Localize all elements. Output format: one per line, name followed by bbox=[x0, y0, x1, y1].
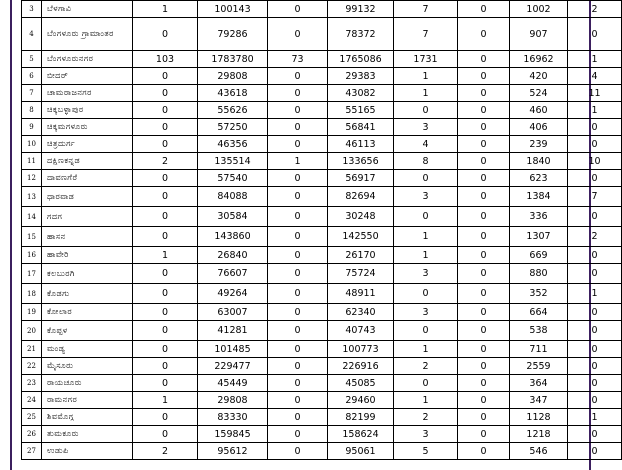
value-cell-c6: 0 bbox=[458, 392, 510, 409]
value-cell-c5: 3 bbox=[394, 264, 458, 284]
value-cell-c5: 2 bbox=[394, 409, 458, 426]
value-cell-c1: 0 bbox=[133, 264, 198, 284]
value-cell-c1: 0 bbox=[133, 358, 198, 375]
value-cell-c6: 0 bbox=[458, 443, 510, 460]
value-cell-c2: 41281 bbox=[198, 321, 268, 341]
value-cell-c8: 7 bbox=[568, 187, 622, 207]
value-cell-c7: 347 bbox=[510, 392, 568, 409]
serial-number-cell: 14 bbox=[22, 207, 42, 227]
serial-number-cell: 13 bbox=[22, 187, 42, 207]
value-cell-c3: 0 bbox=[268, 170, 328, 187]
value-cell-c6: 0 bbox=[458, 18, 510, 51]
value-cell-c3: 73 bbox=[268, 51, 328, 68]
value-cell-c2: 30584 bbox=[198, 207, 268, 227]
serial-number-cell: 5 bbox=[22, 51, 42, 68]
value-cell-c7: 1218 bbox=[510, 426, 568, 443]
value-cell-c2: 29808 bbox=[198, 392, 268, 409]
value-cell-c7: 538 bbox=[510, 321, 568, 341]
value-cell-c1: 0 bbox=[133, 18, 198, 51]
district-data-table bbox=[21, 0, 622, 460]
table-row bbox=[22, 264, 622, 284]
value-cell-c4: 1765086 bbox=[328, 51, 394, 68]
value-cell-c2: 100143 bbox=[198, 1, 268, 18]
table-row bbox=[22, 119, 622, 136]
value-cell-c6: 0 bbox=[458, 85, 510, 102]
value-cell-c6: 0 bbox=[458, 102, 510, 119]
value-cell-c7: 711 bbox=[510, 341, 568, 358]
value-cell-c1: 0 bbox=[133, 304, 198, 321]
value-cell-c7: 524 bbox=[510, 85, 568, 102]
district-name-cell: ಹಾವೇರಿ bbox=[42, 247, 133, 264]
value-cell-c2: 63007 bbox=[198, 304, 268, 321]
value-cell-c7: 352 bbox=[510, 284, 568, 304]
value-cell-c3: 0 bbox=[268, 247, 328, 264]
value-cell-c5: 8 bbox=[394, 153, 458, 170]
value-cell-c4: 82694 bbox=[328, 187, 394, 207]
value-cell-c7: 1384 bbox=[510, 187, 568, 207]
table-row bbox=[22, 227, 622, 247]
value-cell-c8: 11 bbox=[568, 85, 622, 102]
value-cell-c4: 48911 bbox=[328, 284, 394, 304]
value-cell-c2: 49264 bbox=[198, 284, 268, 304]
value-cell-c1: 0 bbox=[133, 207, 198, 227]
serial-number-cell: 19 bbox=[22, 304, 42, 321]
value-cell-c5: 2 bbox=[394, 358, 458, 375]
value-cell-c7: 406 bbox=[510, 119, 568, 136]
value-cell-c1: 1 bbox=[133, 247, 198, 264]
value-cell-c5: 1 bbox=[394, 85, 458, 102]
value-cell-c1: 0 bbox=[133, 187, 198, 207]
table-row bbox=[22, 247, 622, 264]
value-cell-c1: 2 bbox=[133, 153, 198, 170]
value-cell-c6: 0 bbox=[458, 375, 510, 392]
value-cell-c2: 76607 bbox=[198, 264, 268, 284]
value-cell-c4: 56841 bbox=[328, 119, 394, 136]
value-cell-c4: 46113 bbox=[328, 136, 394, 153]
value-cell-c8: 0 bbox=[568, 304, 622, 321]
value-cell-c2: 26840 bbox=[198, 247, 268, 264]
district-name-cell: ಉಡುಪಿ bbox=[42, 443, 133, 460]
value-cell-c5: 1 bbox=[394, 227, 458, 247]
value-cell-c5: 0 bbox=[394, 375, 458, 392]
district-name-cell: ಮಂಡ್ಯ bbox=[42, 341, 133, 358]
value-cell-c3: 0 bbox=[268, 341, 328, 358]
value-cell-c5: 1731 bbox=[394, 51, 458, 68]
district-name-cell: ದಕ್ಷಿಣಕನ್ನಡ bbox=[42, 153, 133, 170]
value-cell-c7: 336 bbox=[510, 207, 568, 227]
value-cell-c5: 3 bbox=[394, 119, 458, 136]
value-cell-c8: 0 bbox=[568, 136, 622, 153]
value-cell-c1: 0 bbox=[133, 321, 198, 341]
value-cell-c2: 1783780 bbox=[198, 51, 268, 68]
value-cell-c5: 7 bbox=[394, 18, 458, 51]
value-cell-c7: 664 bbox=[510, 304, 568, 321]
value-cell-c2: 143860 bbox=[198, 227, 268, 247]
table-row bbox=[22, 187, 622, 207]
value-cell-c7: 16962 bbox=[510, 51, 568, 68]
value-cell-c8: 0 bbox=[568, 392, 622, 409]
value-cell-c3: 0 bbox=[268, 304, 328, 321]
value-cell-c1: 0 bbox=[133, 341, 198, 358]
value-cell-c4: 95061 bbox=[328, 443, 394, 460]
value-cell-c3: 0 bbox=[268, 443, 328, 460]
value-cell-c2: 159845 bbox=[198, 426, 268, 443]
value-cell-c3: 0 bbox=[268, 321, 328, 341]
value-cell-c8: 0 bbox=[568, 321, 622, 341]
value-cell-c7: 1128 bbox=[510, 409, 568, 426]
value-cell-c5: 1 bbox=[394, 392, 458, 409]
value-cell-c8: 0 bbox=[568, 170, 622, 187]
value-cell-c4: 142550 bbox=[328, 227, 394, 247]
value-cell-c4: 158624 bbox=[328, 426, 394, 443]
value-cell-c6: 0 bbox=[458, 426, 510, 443]
table-row bbox=[22, 284, 622, 304]
value-cell-c8: 1 bbox=[568, 409, 622, 426]
district-name-cell: ತುಮಕೂರು bbox=[42, 426, 133, 443]
value-cell-c7: 546 bbox=[510, 443, 568, 460]
district-name-cell: ಮೈಸೂರು bbox=[42, 358, 133, 375]
value-cell-c6: 0 bbox=[458, 68, 510, 85]
table-row bbox=[22, 18, 622, 51]
value-cell-c8: 2 bbox=[568, 227, 622, 247]
value-cell-c7: 1307 bbox=[510, 227, 568, 247]
value-cell-c8: 2 bbox=[568, 1, 622, 18]
value-cell-c1: 0 bbox=[133, 85, 198, 102]
table-row bbox=[22, 51, 622, 68]
serial-number-cell: 4 bbox=[22, 18, 42, 51]
table-row bbox=[22, 409, 622, 426]
serial-number-cell: 10 bbox=[22, 136, 42, 153]
value-cell-c7: 669 bbox=[510, 247, 568, 264]
district-name-cell: ಕೋಲಾರ bbox=[42, 304, 133, 321]
value-cell-c2: 43618 bbox=[198, 85, 268, 102]
value-cell-c5: 0 bbox=[394, 207, 458, 227]
value-cell-c3: 0 bbox=[268, 392, 328, 409]
serial-number-cell: 26 bbox=[22, 426, 42, 443]
value-cell-c4: 75724 bbox=[328, 264, 394, 284]
value-cell-c6: 0 bbox=[458, 153, 510, 170]
value-cell-c5: 0 bbox=[394, 284, 458, 304]
table-row bbox=[22, 375, 622, 392]
value-cell-c3: 0 bbox=[268, 119, 328, 136]
value-cell-c5: 4 bbox=[394, 136, 458, 153]
serial-number-cell: 20 bbox=[22, 321, 42, 341]
value-cell-c3: 0 bbox=[268, 409, 328, 426]
value-cell-c7: 907 bbox=[510, 18, 568, 51]
value-cell-c8: 0 bbox=[568, 443, 622, 460]
value-cell-c8: 0 bbox=[568, 375, 622, 392]
value-cell-c4: 56917 bbox=[328, 170, 394, 187]
district-name-cell: ಬೀದರ್ bbox=[42, 68, 133, 85]
value-cell-c1: 2 bbox=[133, 443, 198, 460]
table-row bbox=[22, 304, 622, 321]
value-cell-c8: 4 bbox=[568, 68, 622, 85]
value-cell-c8: 0 bbox=[568, 207, 622, 227]
value-cell-c5: 3 bbox=[394, 187, 458, 207]
table-row bbox=[22, 1, 622, 18]
district-name-cell: ಕೊಡಗು bbox=[42, 284, 133, 304]
serial-number-cell: 21 bbox=[22, 341, 42, 358]
value-cell-c3: 0 bbox=[268, 18, 328, 51]
value-cell-c1: 103 bbox=[133, 51, 198, 68]
value-cell-c7: 2559 bbox=[510, 358, 568, 375]
value-cell-c6: 0 bbox=[458, 51, 510, 68]
value-cell-c5: 5 bbox=[394, 443, 458, 460]
value-cell-c6: 0 bbox=[458, 284, 510, 304]
district-name-cell: ಧಾರವಾಡ bbox=[42, 187, 133, 207]
serial-number-cell: 16 bbox=[22, 247, 42, 264]
value-cell-c4: 62340 bbox=[328, 304, 394, 321]
value-cell-c4: 226916 bbox=[328, 358, 394, 375]
serial-number-cell: 25 bbox=[22, 409, 42, 426]
value-cell-c3: 1 bbox=[268, 153, 328, 170]
value-cell-c6: 0 bbox=[458, 187, 510, 207]
value-cell-c8: 0 bbox=[568, 358, 622, 375]
table-row bbox=[22, 321, 622, 341]
value-cell-c3: 0 bbox=[268, 85, 328, 102]
value-cell-c2: 55626 bbox=[198, 102, 268, 119]
value-cell-c8: 0 bbox=[568, 18, 622, 51]
value-cell-c2: 229477 bbox=[198, 358, 268, 375]
value-cell-c6: 0 bbox=[458, 136, 510, 153]
value-cell-c3: 0 bbox=[268, 1, 328, 18]
value-cell-c4: 29383 bbox=[328, 68, 394, 85]
table-row bbox=[22, 392, 622, 409]
district-name-cell: ದಾವಣಗೆರೆ bbox=[42, 170, 133, 187]
value-cell-c8: 0 bbox=[568, 426, 622, 443]
page-border-left bbox=[10, 0, 12, 470]
value-cell-c8: 0 bbox=[568, 119, 622, 136]
value-cell-c4: 99132 bbox=[328, 1, 394, 18]
value-cell-c4: 26170 bbox=[328, 247, 394, 264]
value-cell-c8: 0 bbox=[568, 341, 622, 358]
serial-number-cell: 15 bbox=[22, 227, 42, 247]
serial-number-cell: 7 bbox=[22, 85, 42, 102]
table-row bbox=[22, 85, 622, 102]
value-cell-c3: 0 bbox=[268, 187, 328, 207]
value-cell-c4: 78372 bbox=[328, 18, 394, 51]
value-cell-c7: 623 bbox=[510, 170, 568, 187]
value-cell-c2: 57540 bbox=[198, 170, 268, 187]
value-cell-c4: 45085 bbox=[328, 375, 394, 392]
value-cell-c7: 880 bbox=[510, 264, 568, 284]
value-cell-c6: 0 bbox=[458, 207, 510, 227]
value-cell-c2: 83330 bbox=[198, 409, 268, 426]
value-cell-c4: 55165 bbox=[328, 102, 394, 119]
value-cell-c1: 0 bbox=[133, 119, 198, 136]
value-cell-c3: 0 bbox=[268, 207, 328, 227]
value-cell-c7: 460 bbox=[510, 102, 568, 119]
value-cell-c8: 1 bbox=[568, 51, 622, 68]
serial-number-cell: 3 bbox=[22, 1, 42, 18]
value-cell-c6: 0 bbox=[458, 170, 510, 187]
value-cell-c7: 1840 bbox=[510, 153, 568, 170]
serial-number-cell: 6 bbox=[22, 68, 42, 85]
district-name-cell: ಹಾಸನ bbox=[42, 227, 133, 247]
district-name-cell: ಚಿಕ್ಕಬಳ್ಳಾಪುರ bbox=[42, 102, 133, 119]
district-name-cell: ಶಿವಮೊಗ್ಗ bbox=[42, 409, 133, 426]
value-cell-c5: 0 bbox=[394, 321, 458, 341]
value-cell-c2: 95612 bbox=[198, 443, 268, 460]
serial-number-cell: 22 bbox=[22, 358, 42, 375]
value-cell-c2: 29808 bbox=[198, 68, 268, 85]
value-cell-c7: 239 bbox=[510, 136, 568, 153]
district-name-cell: ಚಾಮರಾಜನಗರ bbox=[42, 85, 133, 102]
value-cell-c1: 0 bbox=[133, 102, 198, 119]
value-cell-c5: 1 bbox=[394, 68, 458, 85]
value-cell-c1: 0 bbox=[133, 426, 198, 443]
value-cell-c4: 30248 bbox=[328, 207, 394, 227]
value-cell-c4: 40743 bbox=[328, 321, 394, 341]
value-cell-c8: 1 bbox=[568, 102, 622, 119]
value-cell-c8: 1 bbox=[568, 284, 622, 304]
value-cell-c2: 46356 bbox=[198, 136, 268, 153]
value-cell-c3: 0 bbox=[268, 358, 328, 375]
value-cell-c1: 0 bbox=[133, 227, 198, 247]
value-cell-c4: 82199 bbox=[328, 409, 394, 426]
serial-number-cell: 18 bbox=[22, 284, 42, 304]
value-cell-c2: 135514 bbox=[198, 153, 268, 170]
value-cell-c2: 101485 bbox=[198, 341, 268, 358]
district-name-cell: ಬೆಳಗಾವಿ bbox=[42, 1, 133, 18]
value-cell-c5: 0 bbox=[394, 170, 458, 187]
value-cell-c2: 79286 bbox=[198, 18, 268, 51]
value-cell-c2: 45449 bbox=[198, 375, 268, 392]
table-row bbox=[22, 136, 622, 153]
serial-number-cell: 12 bbox=[22, 170, 42, 187]
value-cell-c4: 29460 bbox=[328, 392, 394, 409]
value-cell-c6: 0 bbox=[458, 341, 510, 358]
district-name-cell: ಬೆಂಗಳೂರು ಗ್ರಾಮಾಂತರ bbox=[42, 18, 133, 51]
value-cell-c5: 3 bbox=[394, 304, 458, 321]
value-cell-c6: 0 bbox=[458, 358, 510, 375]
serial-number-cell: 11 bbox=[22, 153, 42, 170]
district-name-cell: ಚಿತ್ರದುರ್ಗ bbox=[42, 136, 133, 153]
value-cell-c3: 0 bbox=[268, 136, 328, 153]
serial-number-cell: 8 bbox=[22, 102, 42, 119]
value-cell-c3: 0 bbox=[268, 284, 328, 304]
value-cell-c1: 0 bbox=[133, 136, 198, 153]
serial-number-cell: 24 bbox=[22, 392, 42, 409]
value-cell-c1: 0 bbox=[133, 68, 198, 85]
value-cell-c3: 0 bbox=[268, 375, 328, 392]
value-cell-c1: 1 bbox=[133, 1, 198, 18]
page-margin bbox=[0, 0, 9, 470]
table-row bbox=[22, 68, 622, 85]
value-cell-c7: 420 bbox=[510, 68, 568, 85]
value-cell-c3: 0 bbox=[268, 102, 328, 119]
value-cell-c6: 0 bbox=[458, 247, 510, 264]
value-cell-c2: 84088 bbox=[198, 187, 268, 207]
district-name-cell: ಕೊಪ್ಪಳ bbox=[42, 321, 133, 341]
value-cell-c8: 10 bbox=[568, 153, 622, 170]
value-cell-c6: 0 bbox=[458, 1, 510, 18]
table-row bbox=[22, 153, 622, 170]
value-cell-c5: 1 bbox=[394, 247, 458, 264]
serial-number-cell: 23 bbox=[22, 375, 42, 392]
value-cell-c5: 3 bbox=[394, 426, 458, 443]
district-name-cell: ಚಿಕ್ಕಮಗಳೂರು bbox=[42, 119, 133, 136]
value-cell-c2: 57250 bbox=[198, 119, 268, 136]
serial-number-cell: 27 bbox=[22, 443, 42, 460]
value-cell-c6: 0 bbox=[458, 264, 510, 284]
value-cell-c1: 1 bbox=[133, 392, 198, 409]
table-row bbox=[22, 358, 622, 375]
serial-number-cell: 17 bbox=[22, 264, 42, 284]
value-cell-c4: 133656 bbox=[328, 153, 394, 170]
table-row bbox=[22, 341, 622, 358]
value-cell-c8: 0 bbox=[568, 264, 622, 284]
value-cell-c8: 0 bbox=[568, 247, 622, 264]
value-cell-c3: 0 bbox=[268, 264, 328, 284]
value-cell-c7: 364 bbox=[510, 375, 568, 392]
serial-number-cell: 9 bbox=[22, 119, 42, 136]
value-cell-c5: 7 bbox=[394, 1, 458, 18]
value-cell-c4: 100773 bbox=[328, 341, 394, 358]
value-cell-c5: 1 bbox=[394, 341, 458, 358]
value-cell-c6: 0 bbox=[458, 119, 510, 136]
value-cell-c6: 0 bbox=[458, 227, 510, 247]
district-name-cell: ಕಲಬುರಗಿ bbox=[42, 264, 133, 284]
district-name-cell: ಗದಗ bbox=[42, 207, 133, 227]
value-cell-c4: 43082 bbox=[328, 85, 394, 102]
district-name-cell: ರಾಮನಗರ bbox=[42, 392, 133, 409]
value-cell-c6: 0 bbox=[458, 409, 510, 426]
value-cell-c3: 0 bbox=[268, 426, 328, 443]
value-cell-c6: 0 bbox=[458, 304, 510, 321]
table-row bbox=[22, 102, 622, 119]
value-cell-c3: 0 bbox=[268, 227, 328, 247]
value-cell-c1: 0 bbox=[133, 375, 198, 392]
table-row bbox=[22, 443, 622, 460]
value-cell-c1: 0 bbox=[133, 170, 198, 187]
table-row bbox=[22, 170, 622, 187]
value-cell-c1: 0 bbox=[133, 284, 198, 304]
district-name-cell: ರಾಯಚೂರು bbox=[42, 375, 133, 392]
value-cell-c6: 0 bbox=[458, 321, 510, 341]
value-cell-c5: 0 bbox=[394, 102, 458, 119]
table-row bbox=[22, 426, 622, 443]
district-name-cell: ಬೆಂಗಳೂರುನಗರ bbox=[42, 51, 133, 68]
value-cell-c3: 0 bbox=[268, 68, 328, 85]
value-cell-c1: 0 bbox=[133, 409, 198, 426]
value-cell-c7: 1002 bbox=[510, 1, 568, 18]
table-row bbox=[22, 207, 622, 227]
